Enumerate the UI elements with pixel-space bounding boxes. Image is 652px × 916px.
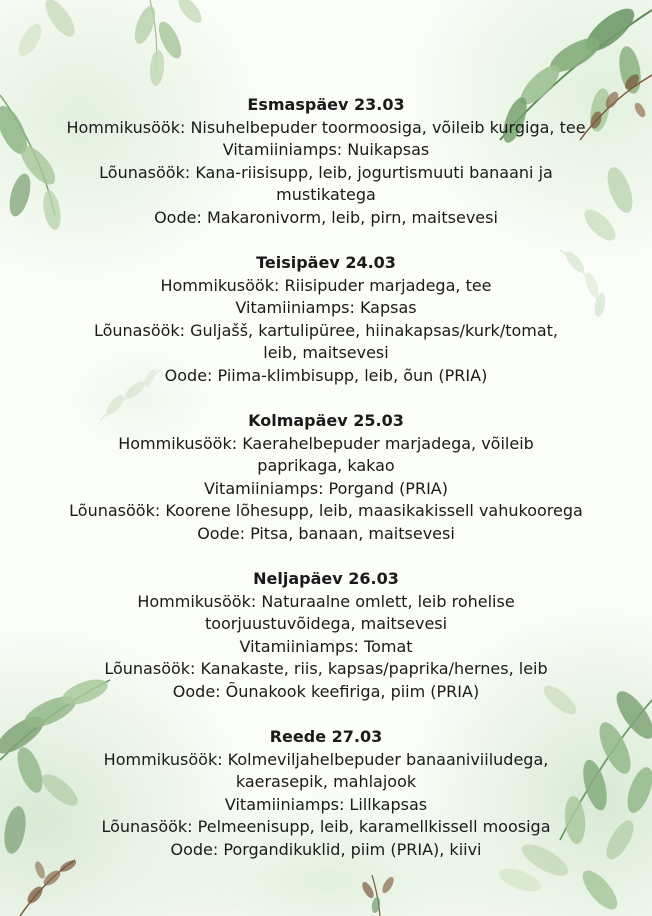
breakfast-line: Hommikusöök: Riisipuder marjadega, tee	[160, 275, 492, 295]
day-title: Kolmapäev 25.03	[248, 411, 404, 430]
day-title: Esmaspäev 23.03	[247, 95, 405, 114]
lunch-line: Lõunasöök: Guljašš, kartulipüree, hiinakapsas/kurk/tomat, leib, maitsevesi	[93, 320, 559, 362]
snack-line: Oode: Makaronivorm, leib, pirn, maitsevesi	[154, 207, 498, 227]
day-tuesday	[0, 252, 652, 387]
lunch-line: Lõunasöök: Kana-riisisupp, leib, jogurtismuuti banaani ja mustikatega	[99, 162, 553, 204]
snack-line: Oode: Pitsa, banaan, maitsevesi	[197, 523, 455, 543]
breakfast-line: Hommikusöök: Nisuhelbepuder toormoosiga, võileib kurgiga, tee	[66, 117, 586, 137]
weekly-menu	[0, 94, 652, 884]
day-monday	[0, 94, 652, 229]
lunch-line: Lõunasöök: Kanakaste, riis, kapsas/paprika/hernes, leib	[104, 659, 548, 678]
day-title: Neljapäev 26.03	[253, 569, 399, 588]
vitamin-line: Vitamiiniamps: Porgand (PRIA)	[204, 478, 448, 498]
lunch-line: Lõunasöök: Koorene lõhesupp, leib, maasikakissell vahukoorega	[69, 501, 583, 520]
vitamin-line: Vitamiiniamps: Tomat	[239, 636, 413, 656]
vitamin-line: Vitamiiniamps: Kapsas	[235, 298, 417, 317]
day-thursday	[0, 568, 652, 703]
day-friday	[0, 726, 652, 861]
snack-line: Oode: Porgandikuklid, piim (PRIA), kiivi	[170, 839, 482, 859]
lunch-line: Lõunasöök: Pelmeenisupp, leib, karamellkissell moosiga	[101, 817, 551, 836]
vitamin-line: Vitamiiniamps: Lillkapsas	[224, 794, 428, 814]
day-wednesday	[0, 410, 652, 545]
snack-line: Oode: Õunakook keefiriga, piim (PRIA)	[172, 681, 480, 701]
breakfast-line: Hommikusöök: Naturaalne omlett, leib rohelise toorjuustuvõidega, maitsevesi	[137, 591, 515, 633]
day-title: Teisipäev 24.03	[256, 253, 396, 272]
day-title: Reede 27.03	[269, 727, 383, 746]
vitamin-line: Vitamiiniamps: Nuikapsas	[222, 140, 430, 159]
snack-line: Oode: Piima-klimbisupp, leib, õun (PRIA)	[164, 365, 488, 385]
breakfast-line: Hommikusöök: Kaerahelbepuder marjadega, võileib paprikaga, kakao	[118, 433, 534, 475]
breakfast-line: Hommikusöök: Kolmeviljahelbepuder banaaniviiludega, kaerasepik, mahlajook	[103, 749, 549, 791]
